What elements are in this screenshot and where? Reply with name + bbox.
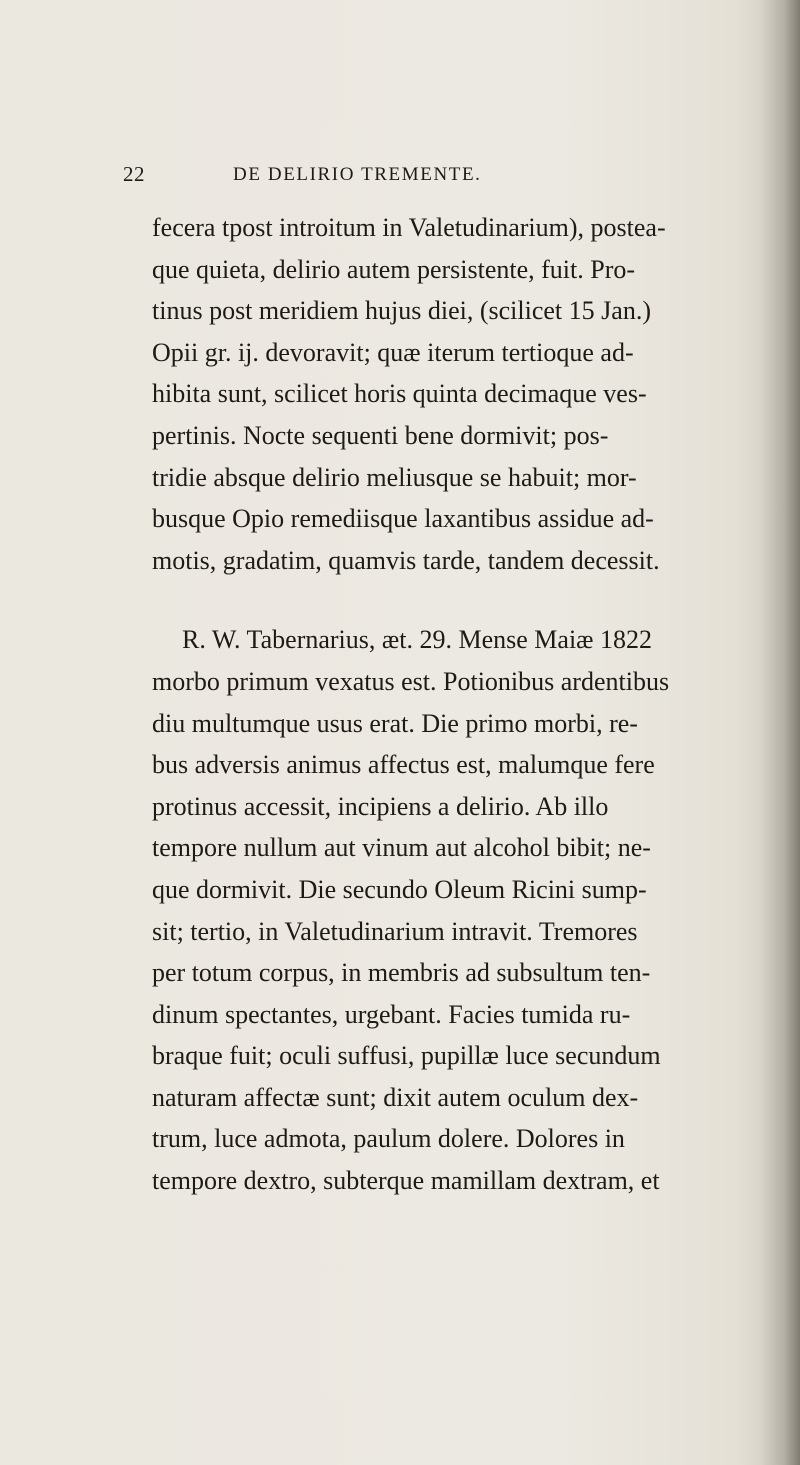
- text-line: diu multumque usus erat. Die primo morbi, re-: [152, 708, 638, 738]
- text-line: hibita sunt, scilicet horis quinta decimaque ves-: [152, 379, 647, 409]
- page-header: [123, 162, 723, 192]
- text-line: sit; tertio, in Valetudinarium intravit. Tremores: [152, 916, 638, 946]
- text-line: trum, luce admota, paulum dolere. Dolores in: [152, 1124, 625, 1154]
- paragraph-gap: [152, 581, 732, 619]
- text-line: pertinis. Nocte sequenti bene dormivit; pos-: [152, 420, 609, 450]
- text-line: naturam affectæ sunt; dixit autem oculum dex-: [152, 1082, 639, 1112]
- text-line: Opii gr. ij. devoravit; quæ iterum tertioque ad-: [152, 337, 634, 367]
- text-line: fecera tpost introitum in Valetudinarium), postea-: [152, 213, 666, 242]
- text-line: tempore dextro, subterque mamillam dextram, et: [152, 1166, 660, 1196]
- text-line: R. W. Tabernarius, æt. 29. Mense Maiæ 1822: [182, 625, 653, 655]
- page-number: 22: [123, 162, 145, 186]
- text-line: tempore nullum aut vinum aut alcohol bibit; ne-: [152, 833, 651, 863]
- paragraph-2: [152, 619, 732, 1201]
- text-line: bus adversis animus affectus est, malumque fere: [152, 750, 655, 780]
- text-line: per totum corpus, in membris ad subsultum ten-: [152, 958, 651, 988]
- page-edge-shadow: [760, 0, 800, 1465]
- body-text: [152, 207, 732, 1202]
- text-line: morbo primum vexatus est. Potionibus ardentibus: [152, 666, 670, 696]
- text-line: braque fuit; oculi suffusi, pupillæ luce secundum: [152, 1041, 661, 1071]
- paragraph-1: [152, 207, 732, 581]
- text-line: que quieta, delirio autem persistente, fuit. Pro-: [152, 254, 636, 284]
- running-head: DE DELIRIO TREMENTE.: [233, 164, 482, 185]
- text-line: tridie absque delirio meliusque se habuit; mor-: [152, 462, 637, 492]
- text-line: dinum spectantes, urgebant. Facies tumida ru-: [152, 999, 631, 1029]
- text-line: motis, gradatim, quamvis tarde, tandem decessit.: [152, 545, 660, 575]
- text-line: tinus post meridiem hujus diei, (scilicet 15 Jan.): [152, 296, 651, 326]
- text-line: que dormivit. Die secundo Oleum Ricini sump-: [152, 874, 647, 904]
- text-line: busque Opio remediisque laxantibus assidue ad-: [152, 504, 654, 534]
- text-line: protinus accessit, incipiens a delirio. Ab illo: [152, 791, 609, 821]
